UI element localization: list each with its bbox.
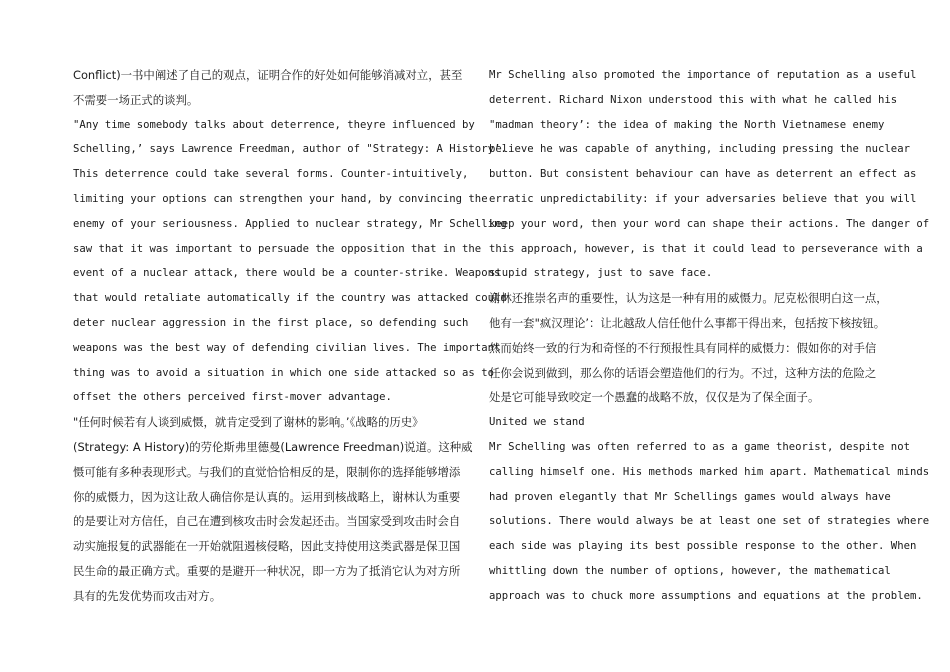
- left-text-line: weapons was the best way of defending civilian lives. The important: [73, 341, 501, 354]
- right-text-line: believe he was capable of anything, including pressing the nuclear: [489, 143, 910, 156]
- right-text-line: button. But consistent behaviour can have as deterrent an effect as: [489, 168, 917, 181]
- right-text-line: erratic unpredictability: if your adversaries believe that you will: [489, 192, 917, 205]
- right-text-line: each side was playing its best possible response to the other. When: [489, 540, 917, 553]
- right-text-line: Mr Schelling was often referred to as a game theorist, despite not: [489, 440, 910, 453]
- right-text-line: "madman theory’: the idea of making the North Vietnamese enemy: [489, 118, 885, 131]
- right-text-line: stupid strategy, just to save face.: [489, 267, 713, 280]
- left-text-line: 动实施报复的武器能在一开始就阻遏核侵略，因此支持使用这类武器是保卫国: [73, 539, 461, 554]
- right-text-line: United we stand: [489, 416, 585, 429]
- left-text-line: "Any time somebody talks about deterrence, theyre influenced by: [73, 118, 475, 131]
- left-text-line: Conflict)一书中阐述了自己的观点，证明合作的好处如何能够消减对立，甚至: [73, 68, 463, 82]
- right-text-line: 处是它可能导致咬定一个愚蠢的战略不放，仅仅是为了保全面子。: [489, 390, 820, 405]
- left-text-line: 不需要一场正式的谈判。: [73, 92, 199, 107]
- right-text-line: Mr Schelling also promoted the importance of reputation as a useful: [489, 69, 917, 81]
- left-text-line: (Strategy: A History)的劳伦斯弗里德曼(Lawrence Freedman)说道。这种威: [73, 439, 473, 454]
- right-text-line: whittling down the number of options, however, the mathematical: [489, 564, 891, 577]
- left-text-line: thing was to avoid a situation in which one side attacked so as to: [73, 366, 494, 379]
- left-text-line: Schelling,’ says Lawrence Freedman, author of "Strategy: A History’.: [73, 143, 507, 156]
- left-text-line: deter nuclear aggression in the first place, so defending such: [73, 316, 469, 329]
- right-text-line: this approach, however, is that it could lead to perseverance with a: [489, 242, 923, 255]
- left-text-line: saw that it was important to persuade the opposition that in the: [73, 242, 482, 255]
- right-text-line: calling himself one. His methods marked him apart. Mathematical minds: [489, 465, 930, 478]
- right-column: [489, 63, 930, 609]
- left-text-line: that would retaliate automatically if the country was attacked could: [73, 292, 507, 305]
- left-text-line: 的是要让对方信任，自己在遭到核攻击时会发起还击。当国家受到攻击时会自: [73, 514, 461, 529]
- left-text-line: 你的威慑力，因为这让敌人确信你是认真的。运用到核战略上，谢林认为重要: [73, 489, 461, 504]
- right-text-line: 谢林还推崇名声的重要性，认为这是一种有用的威慑力。尼克松很明白这一点，: [489, 291, 888, 306]
- left-text-line: offset the others perceived first-mover advantage.: [73, 391, 392, 404]
- left-text-line: 民生命的最正确方式。重要的是避开一种状况，即一方为了抵消它认为对方所: [73, 563, 461, 578]
- left-text-line: enemy of your seriousness. Applied to nuclear strategy, Mr Schelling: [73, 217, 507, 230]
- left-text-line: "任何时候若有人谈到威慑，就肯定受到了谢林的影响。’《战略的历史》: [73, 415, 424, 430]
- right-text-line: 然而始终一致的行为和奇怪的不行预报性具有同样的威慑力：假如你的对手信: [489, 340, 877, 355]
- right-text-line: deterrent. Richard Nixon understood this with what he called his: [489, 93, 898, 106]
- left-text-line: 具有的先发优势而攻击对方。: [73, 588, 222, 603]
- left-text-line: event of a nuclear attack, there would be a counter-strike. Weapons: [73, 267, 501, 280]
- right-text-line: 任你会说到做到，那么你的话语会塑造他们的行为。不过，这种方法的危险之: [489, 365, 877, 380]
- right-text-line: keep your word, then your word can shape their actions. The danger of: [489, 217, 930, 230]
- left-text-line: 慑可能有多种表现形式。与我们的直觉恰恰相反的是，限制你的选择能够增添: [73, 464, 461, 479]
- right-text-line: 他有一套"疯汉理论’：让北越敌人信任他什么事都干得出来，包括按下核按钮。: [489, 315, 886, 330]
- left-column: [73, 63, 507, 609]
- right-text-line: approach was to chuck more assumptions and equations at the problem.: [489, 589, 923, 602]
- right-text-line: had proven elegantly that Mr Schellings games would always have: [489, 490, 891, 503]
- left-text-line: This deterrence could take several forms. Counter-intuitively,: [73, 168, 469, 181]
- left-text-line: limiting your options can strengthen your hand, by convincing the: [73, 192, 488, 205]
- right-text-line: solutions. There would always be at least one set of strategies where: [489, 515, 930, 528]
